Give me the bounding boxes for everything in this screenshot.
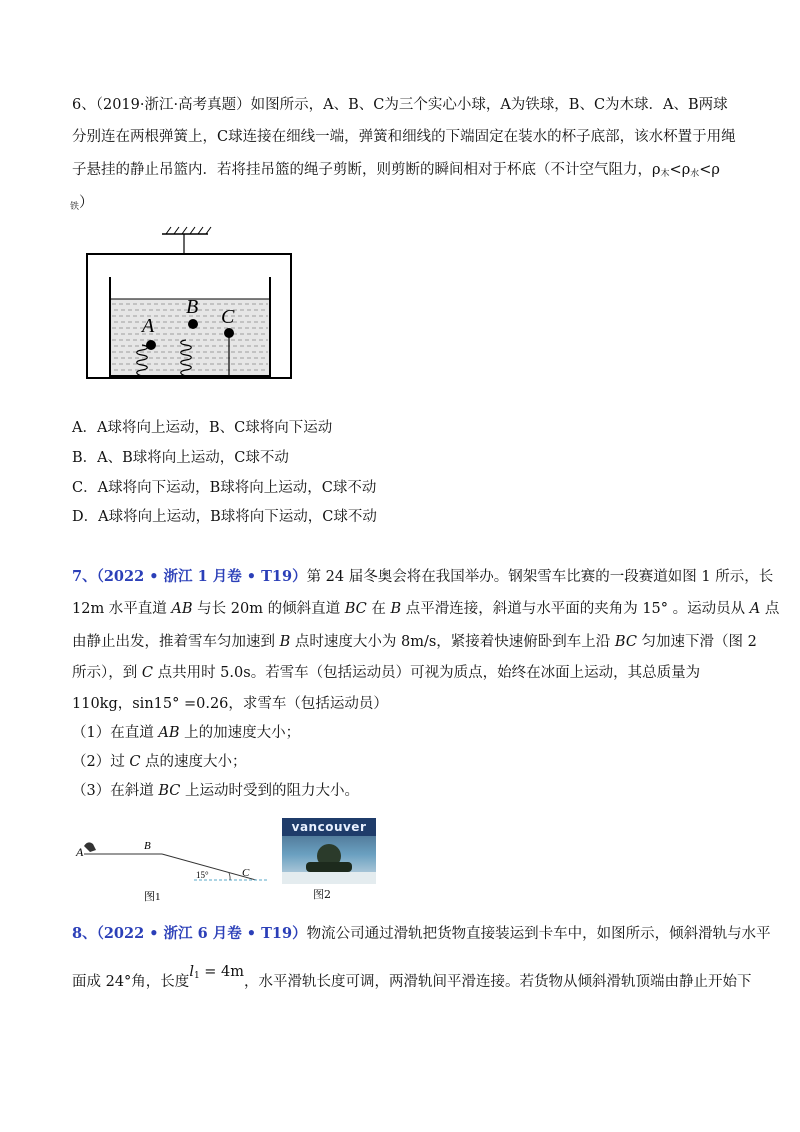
q7-s1-a: （1）在直道 [72,725,159,741]
q7-s1-ab: AB [158,725,180,741]
q7-l3-a: 由静止出发，推着雪车匀加速到 [72,634,280,650]
q7-s2-a: （2）过 [72,754,130,770]
fig1-label-a: A [76,845,84,859]
q7-s1-b: 上的加速度大小； [179,725,301,741]
q7-s2-b: 点的速度大小； [140,754,247,770]
q8-l2-a: 面成 24°角，长度 [72,974,190,990]
fig1-label-b: B [144,840,151,852]
fig1-label-c: C [242,867,250,879]
q7-source-tag: 7、（2022 • 浙江 1 月卷 • T19） [72,568,307,585]
q7-l2-bpt: B [390,601,402,617]
q6-line-3-text: 子悬挂的静止吊篮内．若将挂吊篮的绳子剪断，则剪断的瞬间相对于杯底（不计空气阻力，ρ [72,162,661,178]
q7-line-4 [72,663,700,683]
q7-l2-bc: BC [344,601,367,617]
option-c: C．A球将向下运动，B球将向上运动，C球不动 [72,480,377,496]
subscript-iron: 铁 [70,202,80,212]
fig1-caption: 图1 [144,891,161,903]
q8-line-1 [72,924,771,944]
formula-l: l [189,964,194,980]
q7-l4-a: 所示），到 [72,665,142,681]
angle-arc [229,873,230,880]
ball-a [146,340,156,350]
close-paren: ） [79,195,94,211]
q8-l2-b: ，水平滑轨长度可调，两滑轨间平滑连接。若货物从倾斜滑轨顶端由静止开始下 [244,974,752,990]
q6-basket-figure [84,222,294,382]
q7-sub-question-2 [72,752,247,772]
q7-line-1-text: 第 24 届冬奥会将在我国举办。钢架雪车比赛的一段赛道如图 1 所示，长 [306,569,774,585]
q7-s3-bc: BC [158,783,181,799]
q7-l2-apt: A [749,601,761,617]
label-c: C [221,306,235,328]
q7-line-5: 110kg，sin15° =0.26，求雪车（包括运动员） [72,696,388,712]
ice-surface [282,872,376,884]
q7-l4-cpt: C [141,665,153,681]
q8-source-tag: 8、（2022 • 浙江 6 月卷 • T19） [72,925,307,942]
q7-line-1 [72,567,773,587]
option-b: B．A、B球将向上运动，C球不动 [72,450,289,466]
q7-figure-1-track [74,832,274,904]
less-than-1: <ρ [669,162,691,178]
ceiling-hatch [166,227,211,234]
q7-l2-b: 与长 20m 的倾斜直道 [192,601,345,617]
label-b: B [186,296,199,318]
q8-formula [189,964,244,980]
sled-icon [84,842,96,852]
q7-l2-a: 12m 水平直道 [72,601,172,617]
q7-l4-b: 点共用时 5.0s。若雪车（包括运动员）可视为质点，始终在冰面上运动，其总质量为 [152,665,701,681]
q8-line-2 [72,964,752,996]
q7-s3-b: 上运动时受到的阻力大小。 [180,783,359,799]
photo-banner: vancouver [282,818,376,836]
q7-l2-d: 点平滑连接，斜道与水平面的夹角为 15° 。运动员从 [401,601,750,617]
q7-figure-2-photo [282,818,376,884]
q7-s3-a: （3）在斜道 [72,783,159,799]
q7-s2-c: C [129,754,141,770]
q6-line-1: 6、（2019·浙江·高考真题）如图所示，A、B、C为三个实心小球，A为铁球，B、C为木球．A、B两球 [72,97,728,113]
athlete-sled [306,862,352,872]
q6-line-3 [72,160,720,184]
label-a: A [142,315,155,337]
fig1-angle: 15° [196,870,209,880]
q7-l3-bpt: B [279,634,291,650]
q7-l2-e: 点 [760,601,780,617]
fig2-caption: 图2 [313,888,331,901]
less-than-2: <ρ [699,162,720,178]
q7-l3-b: 点时速度大小为 8m/s，紧接着快速俯卧到车上沿 [290,634,615,650]
q7-l3-c: 匀加速下滑（图 2 [636,634,757,650]
formula-subscript: 1 [193,971,200,981]
q7-l3-bc: BC [614,634,637,650]
ball-b [188,319,198,329]
q7-l2-ab: AB [171,601,193,617]
q7-sub-question-1 [72,723,300,743]
option-a: A．A球将向上运动，B、C球将向下运动 [72,420,333,436]
formula-value: = 4m [199,964,245,980]
q7-sub-question-3 [72,781,359,801]
q7-line-3 [72,632,757,652]
subscript-water: 水 [690,169,700,179]
subscript-wood: 木 [660,169,670,179]
q7-l2-c: 在 [366,601,391,617]
q7-line-2 [72,599,779,619]
option-d: D．A球将向上运动，B球将向下运动，C球不动 [72,509,377,525]
ball-c [224,328,234,338]
q6-line-2: 分别连在两根弹簧上，C球连接在细线一端，弹簧和细线的下端固定在装水的杯子底部，该水杯置于用绳 [72,129,736,145]
q6-line-4 [70,193,94,217]
q8-line-1-text: 物流公司通过滑轨把货物直接装运到卡车中，如图所示，倾斜滑轨与水平 [306,926,771,942]
